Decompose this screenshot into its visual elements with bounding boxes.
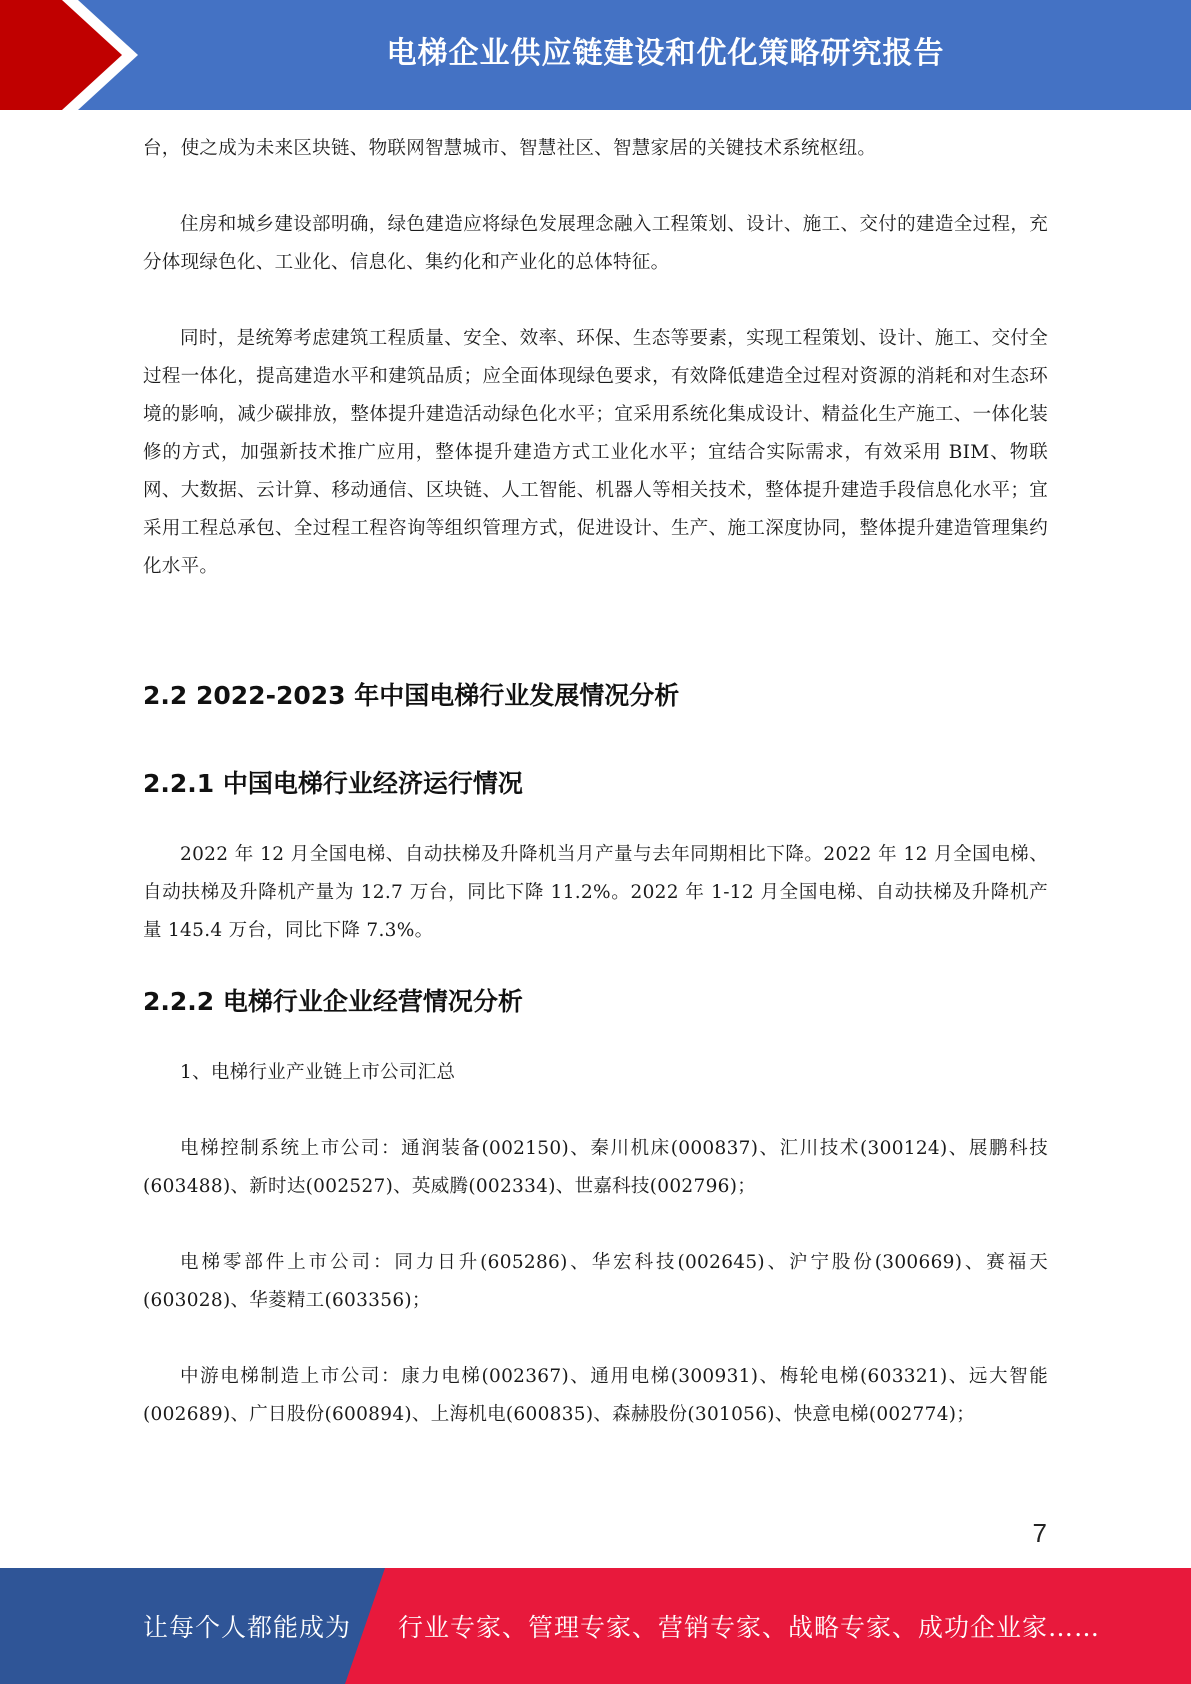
footer-slogan-right: 行业专家、管理专家、营销专家、战略专家、成功企业家…… <box>398 1613 1101 1642</box>
list-title-listed-companies: 1、电梯行业产业链上市公司汇总 <box>180 1062 456 1083</box>
page-footer <box>0 1568 1191 1684</box>
paragraph-continued: 台，使之成为未来区块链、物联网智慧城市、智慧社区、智慧家居的关键技术系统枢纽。 <box>143 138 877 159</box>
paragraph-overall-requirements: 同时，是统筹考虑建筑工程质量、安全、效率、环保、生态等要素，实现工程策划、设计、施工、交付全过程一体化，提高建造水平和建筑品质；应全面体现绿色要求，有效降低建造全过程对资源的消耗和对生态环境的影响，减少碳排放，整体提升建造活动绿色化水平；宜采用系统化集成设计、精益化生产施工、一体化装修的方式，加强新技术推广应用，整体提升建造方式工业化水平；宜结合实际需求，有效采用 BIM、物联网、大数据、云计算、移动通信、区块链、人工智能、机器人等相关技术，整体提升建造手段信息化水平；宜采用工程总承包、全过程工程咨询等组织管理方式，促进设计、生产、施工深度协同，整体提升建造管理集约化水平。 <box>143 328 1048 577</box>
paragraph-green-construction: 住房和城乡建设部明确，绿色建造应将绿色发展理念融入工程策划、设计、施工、交付的建造全过程，充分体现绿色化、工业化、信息化、集约化和产业化的总体特征。 <box>143 214 1048 273</box>
report-title: 电梯企业供应链建设和优化策略研究报告 <box>386 36 945 71</box>
section-heading-2-2: 2.2 2022-2023 年中国电梯行业发展情况分析 <box>143 681 680 710</box>
section-heading-2-2-2: 2.2.2 电梯行业企业经营情况分析 <box>143 987 523 1016</box>
paragraph-parts-companies: 电梯零部件上市公司：同力日升(605286)、华宏科技(002645)、沪宁股份(300669)、赛福天(603028)、华菱精工(603356)； <box>143 1252 1048 1311</box>
header-chevron-icon <box>0 0 160 110</box>
paragraph-production-stats: 2022 年 12 月全国电梯、自动扶梯及升降机当月产量与去年同期相比下降。2022 年 12 月全国电梯、自动扶梯及升降机产量为 12.7 万台，同比下降 11.2%。2022 年 1-12 月全国电梯、自动扶梯及升降机产量 145.4 万台，同比下降 7.3%。 <box>143 844 1048 941</box>
paragraph-manufacturer-companies: 中游电梯制造上市公司：康力电梯(002367)、通用电梯(300931)、梅轮电梯(603321)、远大智能(002689)、广日股份(600894)、上海机电(600835)、森赫股份(301056)、快意电梯(002774)； <box>143 1366 1048 1425</box>
section-heading-2-2-1: 2.2.1 中国电梯行业经济运行情况 <box>143 769 523 798</box>
page-number: 7 <box>1032 1518 1047 1548</box>
footer-slogan-left: 让每个人都能成为 <box>143 1613 352 1642</box>
page-header <box>0 0 1191 110</box>
page-body <box>143 130 1048 1434</box>
paragraph-control-system-companies: 电梯控制系统上市公司：通润装备(002150)、秦川机床(000837)、汇川技术(300124)、展鹏科技(603488)、新时达(002527)、英威腾(002334)、世嘉科技(002796)； <box>143 1138 1048 1197</box>
